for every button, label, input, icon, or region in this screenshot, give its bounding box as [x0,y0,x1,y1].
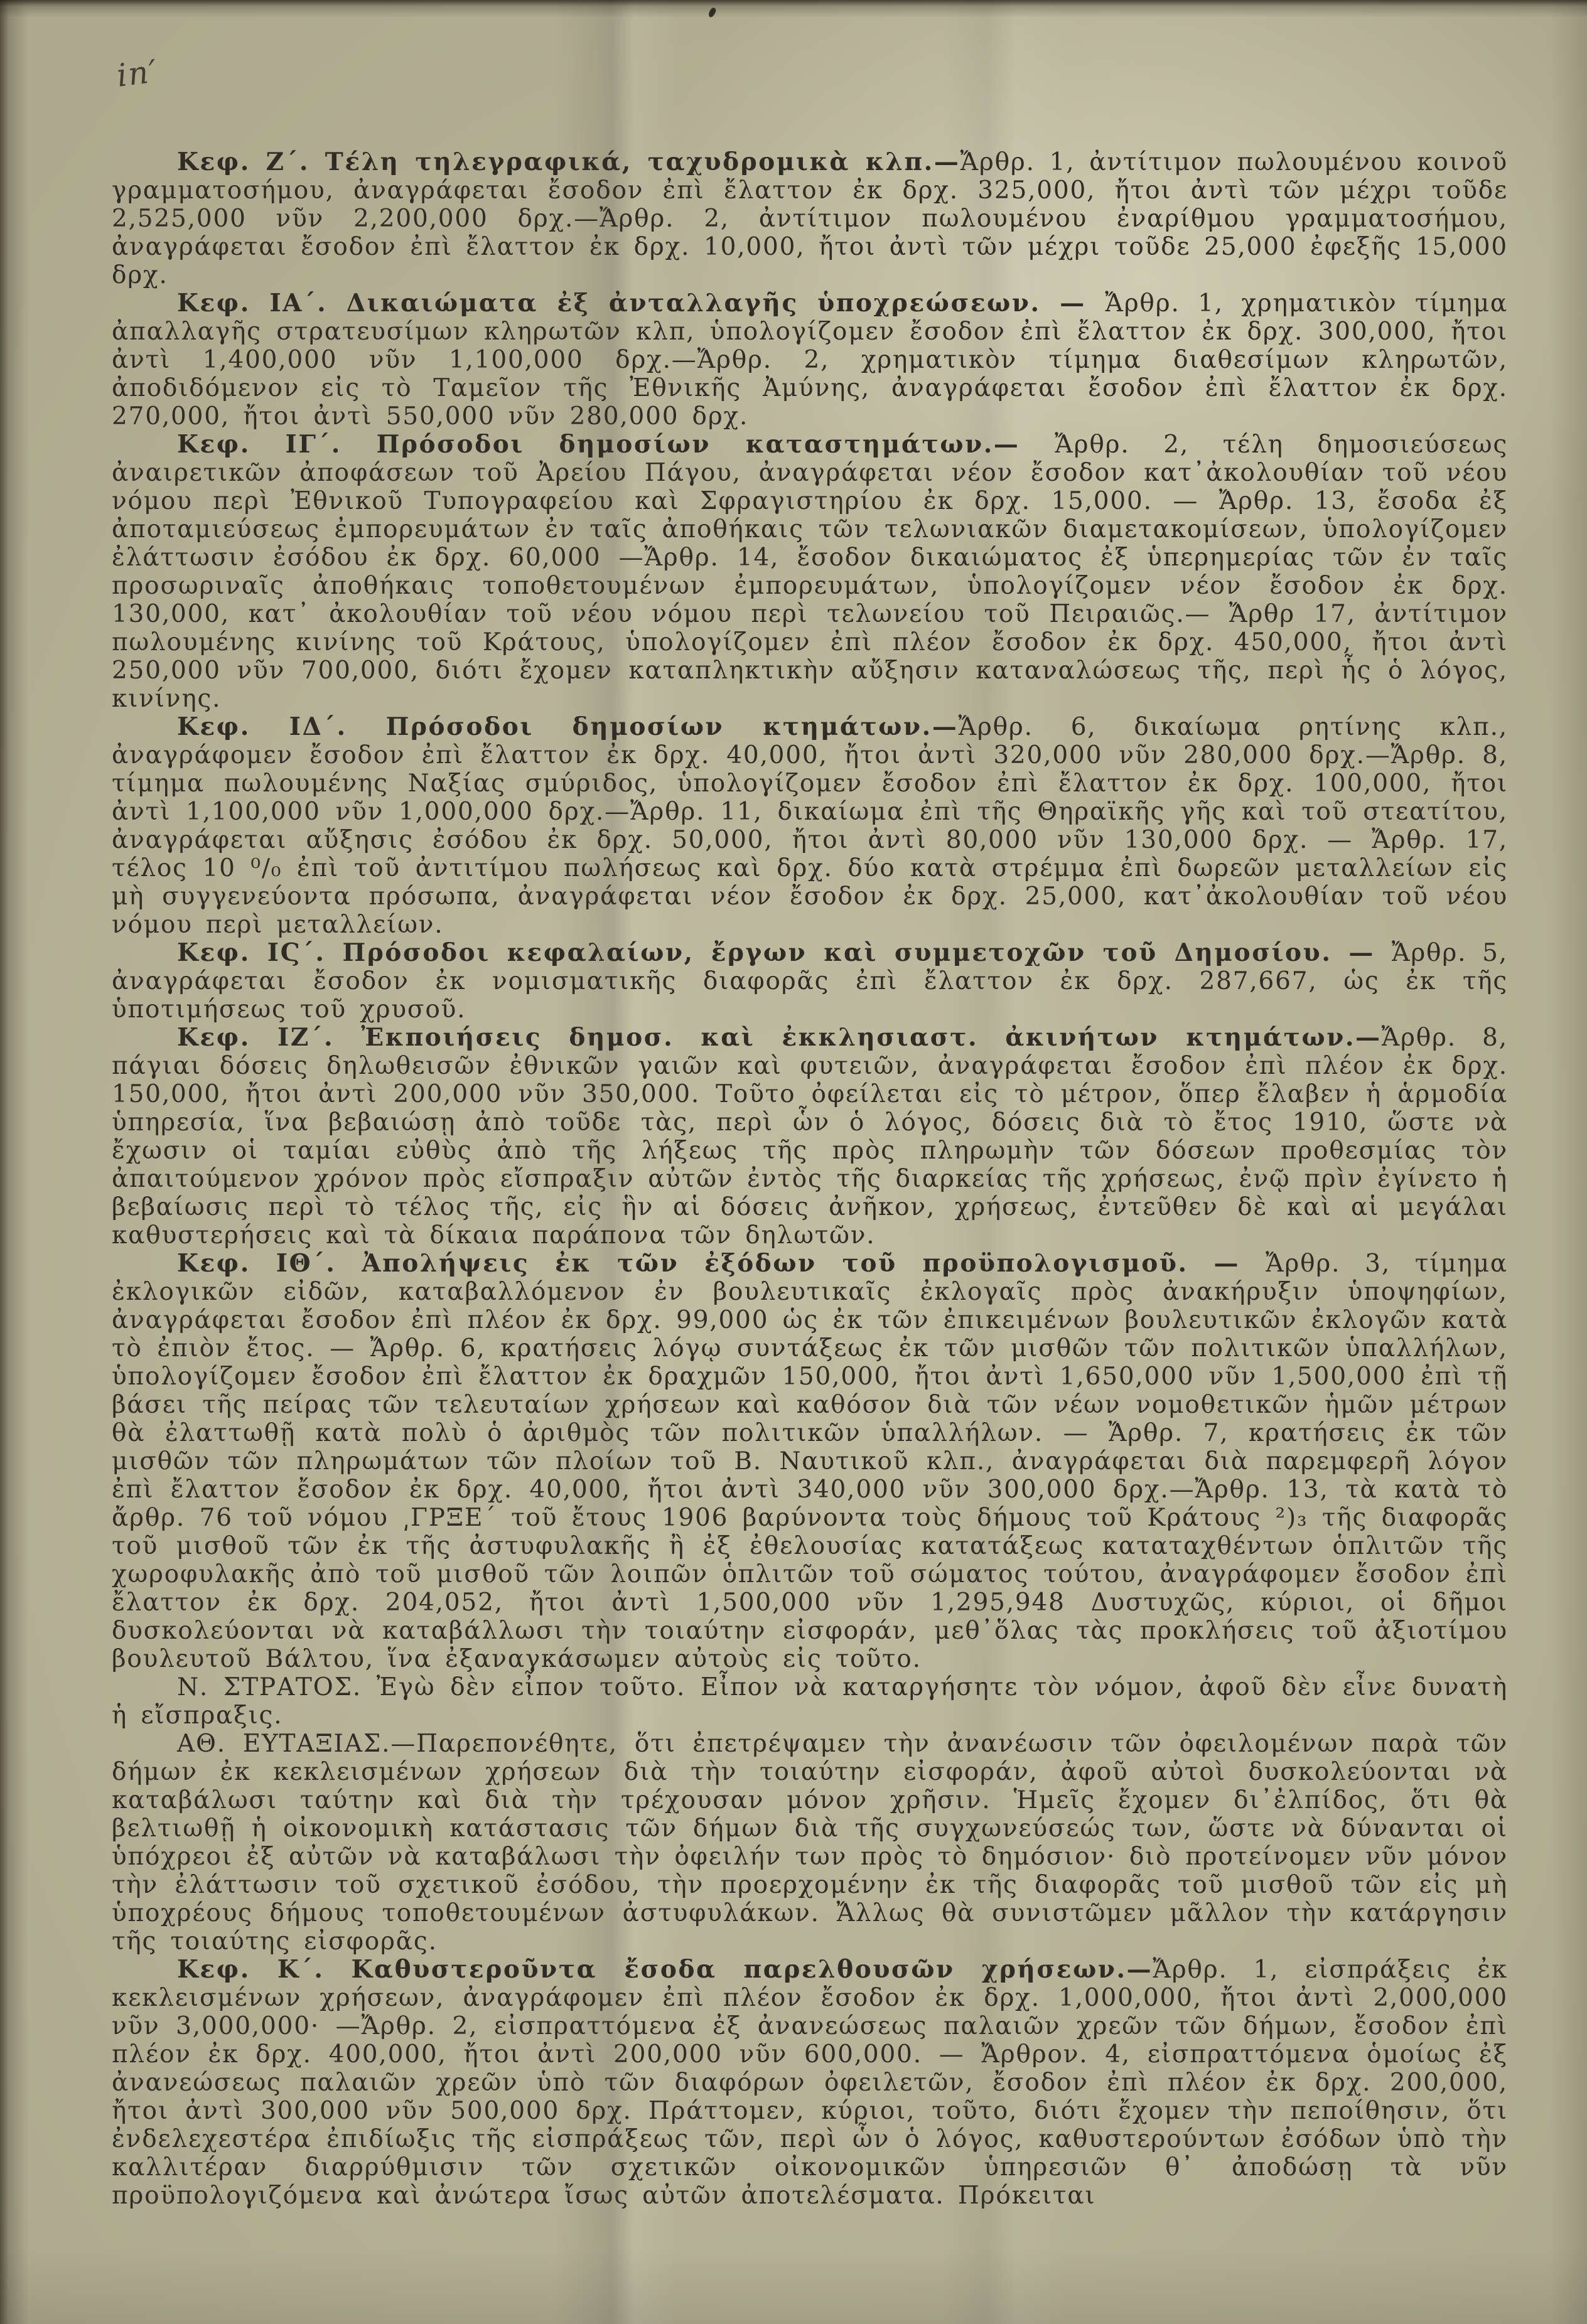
paragraph-body: Ἄρθρ. 5, ἀναγράφεται ἔσοδον ἐκ νομισματικῆς διαφορᾶς ἐπὶ ἔλαττον ἐκ δρχ. 287,667, ὡς ἐκ τῆς ὑποτιμήσεως τοῦ χρυσοῦ. [112,939,1508,1024]
speaker-name-stratos: Ν. ΣΤΡΑΤΟΣ. [177,1673,377,1701]
paragraph-kef-ig [112,431,1508,713]
paragraph-kef-z [112,148,1508,289]
ink-speck [707,7,717,18]
paragraph-kef-id [112,713,1508,939]
chapter-heading-iz: Κεφ. ΙΖ΄. Ἐκποιήσεις δημοσ. καὶ ἐκκλησιαστ. ἀκινήτων κτημάτων.— [177,1023,1382,1052]
paragraph-body: Παρεπονέθητε, ὅτι ἐπετρέψαμεν τὴν ἀνανέωσιν τῶν ὀφειλομένων παρὰ τῶν δήμων ἐκ κεκλεισμένων χρήσεων διὰ τὴν τοιαύτην εἰσφοράν, ἀφοῦ αὐτοὶ δυσκολεύονται νὰ καταβάλωσι ταύτην καὶ διὰ τὴν τρέχουσαν μόνον χρῆσιν. Ἡμεῖς ἔχομεν δι᾽ἐλπίδος, ὅτι θὰ βελτιωθῇ ἡ οἰκονομικὴ κατάστασις τῶν δήμων διὰ τῆς συγχωνεύσεώς των, ὥστε νὰ δύνανται οἱ ὑπόχρεοι ἐξ αὐτῶν νὰ καταβάλωσι τὴν ὀφειλήν των πρὸς τὸ δημόσιον· διὸ προτείνομεν νῦν μόνον τὴν ἐλάττωσιν τοῦ σχετικοῦ ἐσόδου, τὴν προερχομένην ἐκ τῆς διαφορᾶς τοῦ μισθοῦ τῶν εἰς μὴ ὑποχρέους δήμους τοποθετουμένων ἀστυφυλάκων. Ἄλλως θὰ συνιστῶμεν μᾶλλον τὴν κατάργησιν τῆς τοιαύτης εἰσφορᾶς. [112,1730,1508,1956]
paragraph-kef-is [112,939,1508,1024]
body-text [112,148,1508,2210]
paragraph-body: Ἄρθρ. 8, πάγιαι δόσεις δηλωθεισῶν ἐθνικῶν γαιῶν καὶ φυτειῶν, ἀναγράφεται ἔσοδον ἐπὶ πλέον ἐκ δρχ. 150,000, ἤτοι ἀντὶ 200,000 νῦν 350,000. Τοῦτο ὀφείλεται εἰς τὸ μέτρον, ὅπερ ἔλαβεν ἡ ἁρμοδία ὑπηρεσία, ἵνα βεβαιώσῃ ἀπὸ τοῦδε τὰς, περὶ ὧν ὁ λόγος, δόσεις διὰ τὸ ἔτος 1910, ὥστε νὰ ἔχωσιν οἱ ταμίαι εὐθὺς ἀπὸ τῆς λήξεως τῆς πρὸς πληρωμὴν τῶν δόσεων προθεσμίας τὸν ἀπαιτούμενον χρόνον πρὸς εἴσπραξιν αὐτῶν ἐντὸς τῆς διαρκείας τῆς χρήσεως, ἐνῷ πρὶν ἐγίνετο ἡ βεβαίωσις περὶ τὸ τέλος τῆς, εἰς ἣν αἱ δόσεις ἀνῆκον, χρήσεως, ἐντεῦθεν δὲ καὶ αἱ μεγάλαι καθυστερήσεις καὶ τὰ δίκαια παράπονα τῶν δηλωτῶν. [112,1024,1508,1250]
paragraph-kef-k [112,1956,1508,2210]
speaker-name-eutaxias: ΑΘ. ΕΥΤΑΞΙΑΣ.— [177,1730,417,1758]
chapter-heading-z: Κεφ. Ζ΄. Τέλη τηλεγραφικά, ταχυδρομικὰ κλπ.— [177,147,960,176]
paragraph-body: Ἐγὼ δὲν εἶπον τοῦτο. Εἶπον νὰ καταργήσητε τὸν νόμον, ἀφοῦ δὲν εἶνε δυνατὴ ἡ εἴσπραξις. [112,1673,1508,1730]
handwritten-annotation: in′ [114,53,160,94]
paragraph-body: Ἄρθρ. 6, δικαίωμα ρητίνης κλπ., ἀναγράφομεν ἔσοδον ἐπὶ ἔλαττον ἐκ δρχ. 40,000, ἤτοι ἀντὶ 320,000 νῦν 280,000 δρχ.—Ἄρθρ. 8, τίμημα πωλουμένης Ναξίας σμύριδος, ὑπολογίζομεν ἔσοδον ἐπὶ ἔλαττον ἐκ δρχ. 100,000, ἤτοι ἀντὶ 1,100,000 νῦν 1,000,000 δρχ.—Ἄρθρ. 11, δικαίωμα ἐπὶ τῆς Θηραϊκῆς γῆς καὶ τοῦ στεατίτου, ἀναγράφεται αὔξησις ἐσόδου ἐκ δρχ. 50,000, ἤτοι ἀντὶ 80,000 νῦν 130,000 δρχ. — Ἄρθρ. 17, τέλος 10 ⁰/₀ ἐπὶ τοῦ ἀντιτίμου πωλήσεως καὶ δρχ. δύο κατὰ στρέμμα ἐπὶ δωρεῶν μεταλλείων εἰς μὴ συγγενεύοντα πρόσωπα, ἀναγράφεται νέον ἔσοδον ἐκ δρχ. 25,000, κατ᾽ἀκολουθίαν τοῦ νέου νόμου περὶ μεταλλείων. [112,713,1508,939]
chapter-heading-ith: Κεφ. ΙΘ΄. Ἀπολήψεις ἐκ τῶν ἐξόδων τοῦ προϋπολογισμοῦ. — [177,1249,1266,1278]
chapter-heading-id: Κεφ. ΙΔ΄. Πρόσοδοι δημοσίων κτημάτων.— [177,712,959,741]
paragraph-body: Ἄρθρ. 2, τέλη δημοσιεύσεως ἀναιρετικῶν ἀποφάσεων τοῦ Ἀρείου Πάγου, ἀναγράφεται νέον ἔσοδον κατ᾽ἀκολουθίαν τοῦ νέου νόμου περὶ Ἐθνικοῦ Τυπογραφείου καὶ Σφραγιστηρίου ἐκ δρχ. 15,000. — Ἄρθρ. 13, ἔσοδα ἐξ ἀποταμιεύσεως ἐμπορευμάτων ἐν ταῖς ἀποθήκαις τῶν τελωνιακῶν διαμετακομίσεων, ὑπολογίζομεν ἐλάττωσιν ἐσόδου ἐκ δρχ. 60,000 —Ἄρθρ. 14, ἔσοδον δικαιώματος ἐξ ὑπερημερίας τῶν ἐν ταῖς προσωριναῖς ἀποθήκαις τοποθετουμένων ἐμπορευμάτων, ὑπολογίζομεν νέον ἔσοδον ἐκ δρχ. 130,000, κατ᾽ ἀκολουθίαν τοῦ νέου νόμου περὶ τελωνείου τοῦ Πειραιῶς.— Ἄρθρ 17, ἀντίτιμον πωλουμένης κινίνης τοῦ Κράτους, ὑπολογίζομεν ἐπὶ πλέον ἔσοδον ἐκ δρχ. 450,000, ἤτοι ἀντὶ 250,000 νῦν 700,000, διότι ἔχομεν καταπληκτικὴν αὔξησιν καταναλώσεως τῆς, περὶ ἧς ὁ λόγος, κινίνης. [112,431,1508,713]
paragraph-body: Ἄρθρ. 3, τίμημα ἐκλογικῶν εἰδῶν, καταβαλλόμενον ἐν βουλευτικαῖς ἐκλογαῖς πρὸς ἀνακήρυξιν ὑποψηφίων, ἀναγράφεται ἔσοδον ἐπὶ πλέον ἐκ δρχ. 99,000 ὡς ἐκ τῶν ἐπικειμένων βουλευτικῶν ἐκλογῶν κατὰ τὸ ἐπιὸν ἔτος. — Ἄρθρ. 6, κρατήσεις λόγῳ συντάξεως ἐκ τῶν μισθῶν τῶν πολιτικῶν ὑπαλλήλων, ὑπολογίζομεν ἔσοδον ἐπὶ ἔλαττον ἐκ δραχμῶν 150,000, ἤτοι ἀντὶ 1,650,000 νῦν 1,500,000 ἐπὶ τῇ βάσει τῆς πείρας τῶν τελευταίων χρήσεων καὶ καθόσον διὰ τῶν νέων νομοθετικῶν ἡμῶν μέτρων θὰ ἐλαττωθῇ κατὰ πολὺ ὁ ἀριθμὸς τῶν πολιτικῶν ὑπαλλήλων. — Ἄρθρ. 7, κρατήσεις ἐκ τῶν μισθῶν τῶν πληρωμάτων τῶν πλοίων τοῦ Β. Ναυτικοῦ κλπ., ἀναγράφεται διὰ παρεμφερῆ λόγον ἐπὶ ἔλαττον ἔσοδον ἐκ δρχ. 40,000, ἤτοι ἀντὶ 340,000 νῦν 300,000 δρχ.—Ἄρθρ. 13, τὰ κατὰ τὸ ἄρθρ. 76 τοῦ νόμου ͵ΓΡΞΕ΄ τοῦ ἔτους 1906 βαρύνοντα τοὺς δήμους τοῦ Κράτους ²)₃ τῆς διαφορᾶς τοῦ μισθοῦ τῶν ἐκ τῆς ἀστυφυλακῆς ἢ ἐξ ἐθελουσίας κατατάξεως καταταχθέντων ὁπλιτῶν τῆς χωροφυλακῆς ἀπὸ τοῦ μισθοῦ τῶν λοιπῶν ὁπλιτῶν τοῦ σώματος τούτου, ἀναγράφομεν ἔσοδον ἐπὶ ἔλαττον ἐκ δρχ. 204,052, ἤτοι ἀντὶ 1,500,000 νῦν 1,295,948 Δυστυχῶς, κύριοι, οἱ δῆμοι δυσκολεύονται νὰ καταβάλλωσι τὴν τοιαύτην εἰσφοράν, μεθ᾽ὅλας τὰς προκλήσεις τοῦ ἀξιοτίμου βουλευτοῦ Βάλτου, ἵνα ἐξαναγκάσωμεν αὐτοὺς εἰς τοῦτο. [112,1250,1508,1673]
chapter-heading-k: Κεφ. Κ΄. Καθυστεροῦντα ἔσοδα παρελθουσῶν χρήσεων.— [177,1955,1153,1984]
paragraph-kef-iz [112,1024,1508,1250]
chapter-heading-ig: Κεφ. ΙΓ΄. Πρόσοδοι δημοσίων καταστημάτων.— [177,430,1055,459]
paragraph-kef-ia [112,289,1508,431]
chapter-heading-is: Κεφ. ΙϚ΄. Πρόσοδοι κεφαλαίων, ἔργων καὶ συμμετοχῶν τοῦ Δημοσίου. — [177,938,1392,967]
paragraph-body: Ἄρθρ. 1, ἀντίτιμον πωλουμένου κοινοῦ γραμματοσήμου, ἀναγράφεται ἔσοδον ἐπὶ ἔλαττον ἐκ δρχ. 325,000, ἤτοι ἀντὶ τῶν μέχρι τοῦδε 2,525,000 νῦν 2,200,000 δρχ.—Ἄρθρ. 2, ἀντίτιμον πωλουμένου ἐναρίθμου γραμματοσήμου, ἀναγράφεται ἔσοδον ἐπὶ ἔλαττον ἐκ δρχ. 10,000, ἤτοι ἀντὶ τῶν μέχρι τοῦδε 25,000 ἐφεξῆς 15,000 δρχ. [112,148,1508,289]
paragraph-body: Ἄρθρ. 1, εἰσπράξεις ἐκ κεκλεισμένων χρήσεων, ἀναγράφομεν ἐπὶ πλέον ἔσοδον ἐκ δρχ. 1,000,000, ἤτοι ἀντὶ 2,000,000 νῦν 3,000,000· —Ἄρθρ. 2, εἰσπραττόμενα ἐξ ἀνανεώσεως παλαιῶν χρεῶν τῶν δήμων, ἔσοδον ἐπὶ πλέον ἐκ δρχ. 400,000, ἤτοι ἀντὶ 200,000 νῦν 600,000. — Ἄρθρον. 4, εἰσπραττόμενα ὁμοίως ἐξ ἀνανεώσεως παλαιῶν χρεῶν ὑπὸ τῶν διαφόρων ὀφειλετῶν, ἔσοδον ἐπὶ πλέον ἐκ δρχ. 200,000, ἤτοι ἀντὶ 300,000 νῦν 500,000 δρχ. Πράττομεν, κύριοι, τοῦτο, διότι ἔχομεν τὴν πεποίθησιν, ὅτι ἐνδελεχεστέρα ἐπιδίωξις τῆς εἰσπράξεως τῶν, περὶ ὧν ὁ λόγος, καθυστερούντων ἐσόδων ὑπὸ τὴν καλλιτέραν διαρρύθμισιν τῶν σχετικῶν οἰκονομικῶν ὑπηρεσιῶν θ᾽ ἀποδώσῃ τὰ νῦν προϋπολογιζόμενα καὶ ἀνώτερα ἴσως αὐτῶν ἀποτελέσματα. Πρόκειται [112,1956,1508,2210]
paragraph-body: Ἄρθρ. 1, χρηματικὸν τίμημα ἀπαλλαγῆς στρατευσίμων κληρωτῶν κλπ, ὑπολογίζομεν ἔσοδον ἐπὶ ἔλαττον ἐκ δρχ. 300,000, ἤτοι ἀντὶ 1,400,000 νῦν 1,100,000 δρχ.—Ἄρθρ. 2, χρηματικὸν τίμημα διαθεσίμων κληρωτῶν, ἀποδιδόμενον εἰς τὸ Ταμεῖον τῆς Ἐθνικῆς Ἀμύνης, ἀναγράφεται ἔσοδον ἐπὶ ἔλαττον ἐκ δρχ. 270,000, ἤτοι ἀντὶ 550,000 νῦν 280,000 δρχ. [112,289,1509,431]
chapter-heading-ia: Κεφ. ΙΑ΄. Δικαιώματα ἐξ ἀνταλλαγῆς ὑποχρεώσεων. — [177,289,1106,318]
paragraph-speaker-stratos [112,1673,1508,1730]
paragraph-speaker-eutaxias [112,1730,1508,1956]
paragraph-kef-ith [112,1250,1508,1673]
